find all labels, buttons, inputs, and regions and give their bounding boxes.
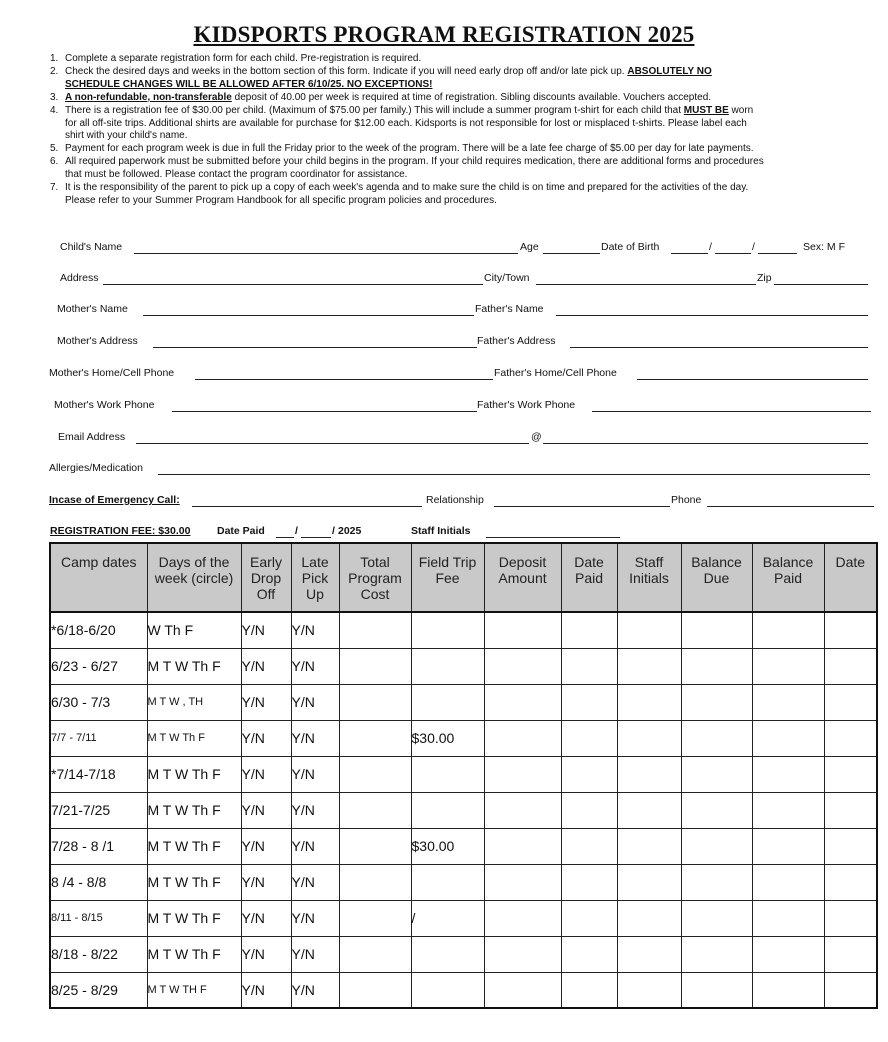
camp-dates-cell: 8/18 - 8/22 (50, 936, 147, 972)
late-pick-up-cell[interactable]: Y/N (291, 648, 339, 684)
days-of-week-cell[interactable]: M T W Th F (147, 864, 241, 900)
staff-initials-cell[interactable] (617, 648, 681, 684)
schedule-table (49, 542, 878, 1009)
address-row (0, 272, 888, 288)
birth-day-field[interactable] (715, 253, 751, 254)
fathers-name-field[interactable] (556, 315, 868, 316)
field-trip-fee-cell[interactable] (411, 936, 484, 972)
deposit-amount-cell[interactable] (484, 720, 561, 756)
date-paid-cell[interactable] (561, 792, 617, 828)
parents-name-row (0, 303, 888, 319)
fathers-work-label: Father's Work Phone (477, 399, 576, 411)
instruction-number: 1. (50, 53, 59, 64)
total-program-cost-cell[interactable] (339, 792, 411, 828)
instruction-text: Please refer to your Summer Program Handbook for all specific program policies and procedures. (65, 194, 497, 206)
birth-month-field[interactable] (671, 253, 708, 254)
mothers-name-label: Mother's Name (57, 303, 128, 315)
balance-paid-cell[interactable] (752, 864, 824, 900)
emergency-phone-field[interactable] (707, 506, 874, 507)
balance-paid-cell[interactable] (752, 972, 824, 1008)
field-trip-fee-cell[interactable]: $30.00 (411, 828, 484, 864)
table-row (50, 972, 877, 1008)
table-row (50, 900, 877, 936)
instruction-text: Check the desired days and weeks in the bottom section of this form. Indicate if you will need early drop off and/or late pick up. (65, 65, 628, 77)
balance-due-cell[interactable] (681, 864, 752, 900)
date-separator: / (752, 241, 755, 253)
early-drop-off-cell[interactable]: Y/N (241, 792, 291, 828)
staff-initials-cell[interactable] (617, 900, 681, 936)
staff-initials-cell[interactable] (617, 792, 681, 828)
instruction-item (50, 105, 880, 144)
relationship-field[interactable] (494, 506, 670, 507)
instruction-emphasis: ABSOLUTELY NO (627, 65, 712, 77)
early-drop-off-cell[interactable]: Y/N (241, 612, 291, 648)
deposit-amount-cell[interactable] (484, 936, 561, 972)
total-program-cost-cell[interactable] (339, 720, 411, 756)
date-separator: / (709, 241, 712, 253)
date-paid-cell[interactable] (561, 972, 617, 1008)
date-cell[interactable] (824, 720, 877, 756)
date-separator: / (295, 525, 298, 537)
column-header: Late Pick Up (291, 543, 339, 612)
mothers-address-label: Mother's Address (57, 335, 138, 347)
instruction-text: Complete a separate registration form for each child. Pre-registration is required. (65, 53, 422, 64)
date-cell[interactable] (824, 936, 877, 972)
parents-address-row (0, 335, 888, 351)
instruction-number: 6. (50, 156, 59, 168)
birth-year-field[interactable] (758, 253, 797, 254)
field-trip-fee-cell[interactable] (411, 648, 484, 684)
date-paid-cell[interactable] (561, 828, 617, 864)
table-row (50, 936, 877, 972)
date-cell[interactable] (824, 828, 877, 864)
email-domain-field[interactable] (543, 443, 868, 444)
field-trip-fee-cell[interactable] (411, 756, 484, 792)
column-header: Date Paid (561, 543, 617, 612)
total-program-cost-cell[interactable] (339, 612, 411, 648)
total-program-cost-cell[interactable] (339, 684, 411, 720)
balance-due-cell[interactable] (681, 756, 752, 792)
balance-due-cell[interactable] (681, 648, 752, 684)
mothers-home-cell-label: Mother's Home/Cell Phone (49, 367, 175, 379)
staff-initials-cell[interactable] (617, 756, 681, 792)
phone-label: Phone (671, 494, 702, 506)
deposit-amount-cell[interactable] (484, 828, 561, 864)
balance-due-cell[interactable] (681, 612, 752, 648)
child-info-row (0, 241, 888, 257)
mothers-name-field[interactable] (143, 315, 474, 316)
fathers-address-field[interactable] (570, 347, 868, 348)
date-paid-day-field[interactable] (301, 537, 331, 538)
deposit-amount-cell[interactable] (484, 972, 561, 1008)
camp-dates-cell: *7/14-7/18 (50, 756, 147, 792)
instruction-text: worn (728, 104, 754, 116)
table-row (50, 612, 877, 648)
instruction-text: All required paperwork must be submitted before your child begins in the program. If your child requires medication, there are additional forms and procedures (65, 156, 764, 168)
field-trip-fee-cell[interactable] (411, 864, 484, 900)
deposit-amount-cell[interactable] (484, 792, 561, 828)
schedule-table-body (50, 612, 877, 1008)
instruction-emphasis: MUST BE (683, 104, 729, 116)
address-label: Address (60, 272, 99, 284)
camp-dates-cell: 8/25 - 8/29 (50, 972, 147, 1008)
date-paid-cell[interactable] (561, 900, 617, 936)
balance-due-cell[interactable] (681, 684, 752, 720)
days-of-week-cell[interactable]: M T W Th F (147, 756, 241, 792)
balance-due-cell[interactable] (681, 720, 752, 756)
table-row (50, 648, 877, 684)
allergies-field[interactable] (158, 474, 870, 475)
emergency-label: Incase of Emergency Call: (49, 494, 180, 506)
column-header: Balance Paid (752, 543, 824, 612)
balance-paid-cell[interactable] (752, 648, 824, 684)
column-header: Total Program Cost (339, 543, 411, 612)
table-row (50, 828, 877, 864)
fathers-name-label: Father's Name (475, 303, 544, 315)
late-pick-up-cell[interactable]: Y/N (291, 756, 339, 792)
days-of-week-cell[interactable]: M T W TH F (147, 972, 241, 1008)
balance-paid-cell[interactable] (752, 684, 824, 720)
days-of-week-cell[interactable]: M T W , TH (147, 684, 241, 720)
camp-dates-cell: 6/30 - 7/3 (50, 684, 147, 720)
late-pick-up-cell[interactable]: Y/N (291, 720, 339, 756)
instruction-item (50, 66, 880, 92)
mothers-address-field[interactable] (153, 347, 477, 348)
email-user-field[interactable] (136, 443, 529, 444)
early-drop-off-cell[interactable]: Y/N (241, 756, 291, 792)
age-label: Age (520, 241, 539, 253)
early-drop-off-cell[interactable]: Y/N (241, 684, 291, 720)
camp-dates-cell: 7/21-7/25 (50, 792, 147, 828)
staff-initials-label: Staff Initials (411, 525, 471, 537)
email-label: Email Address (58, 431, 126, 443)
instruction-text: that must be followed. Please contact the program coordinator for assistance. (65, 169, 408, 181)
instruction-emphasis: SCHEDULE CHANGES WILL BE ALLOWED AFTER 6/10/25. NO EXCEPTIONS! (65, 78, 433, 90)
table-header-row (50, 543, 877, 612)
age-field[interactable] (543, 253, 600, 254)
home-phone-row (0, 367, 888, 383)
total-program-cost-cell[interactable] (339, 756, 411, 792)
total-program-cost-cell[interactable] (339, 936, 411, 972)
date-paid-cell[interactable] (561, 612, 617, 648)
balance-due-cell[interactable] (681, 936, 752, 972)
at-sign: @ (531, 431, 542, 443)
early-drop-off-cell[interactable]: Y/N (241, 648, 291, 684)
date-paid-cell[interactable] (561, 936, 617, 972)
sex-selector[interactable]: Sex: M F (803, 241, 846, 253)
date-separator: / (332, 525, 335, 537)
late-pick-up-cell[interactable]: Y/N (291, 792, 339, 828)
date-paid-month-field[interactable] (276, 537, 294, 538)
instruction-number: 2. (50, 65, 59, 77)
instruction-item (50, 156, 880, 182)
date-cell[interactable] (824, 972, 877, 1008)
allergies-row (0, 462, 888, 478)
late-pick-up-cell[interactable]: Y/N (291, 936, 339, 972)
early-drop-off-cell[interactable]: Y/N (241, 864, 291, 900)
email-row (0, 431, 888, 447)
table-row (50, 864, 877, 900)
staff-initials-cell[interactable] (617, 720, 681, 756)
date-paid-cell[interactable] (561, 720, 617, 756)
date-paid-cell[interactable] (561, 648, 617, 684)
allergies-label: Allergies/Medication (49, 462, 143, 474)
fathers-work-field[interactable] (592, 411, 871, 412)
total-program-cost-cell[interactable] (339, 864, 411, 900)
days-of-week-cell[interactable]: W Th F (147, 612, 241, 648)
days-of-week-cell[interactable]: M T W Th F (147, 828, 241, 864)
column-header: Deposit Amount (484, 543, 561, 612)
city-town-field[interactable] (536, 284, 756, 285)
date-cell[interactable] (824, 864, 877, 900)
instructions-list (50, 53, 880, 208)
early-drop-off-cell[interactable]: Y/N (241, 720, 291, 756)
emergency-contact-field[interactable] (192, 506, 422, 507)
column-header: Field Trip Fee (411, 543, 484, 612)
balance-paid-cell[interactable] (752, 720, 824, 756)
staff-initials-cell[interactable] (617, 972, 681, 1008)
address-field[interactable] (103, 284, 483, 285)
column-header: Staff Initials (617, 543, 681, 612)
staff-initials-cell[interactable] (617, 864, 681, 900)
late-pick-up-cell[interactable]: Y/N (291, 612, 339, 648)
deposit-amount-cell[interactable] (484, 756, 561, 792)
mothers-work-field[interactable] (172, 411, 477, 412)
date-cell[interactable] (824, 648, 877, 684)
column-header: Early Drop Off (241, 543, 291, 612)
fathers-home-cell-field[interactable] (637, 379, 868, 380)
fathers-address-label: Father's Address (477, 335, 556, 347)
early-drop-off-cell[interactable]: Y/N (241, 972, 291, 1008)
work-phone-row (0, 399, 888, 415)
instruction-item (50, 53, 880, 66)
date-of-birth-label: Date of Birth (601, 241, 660, 253)
balance-due-cell[interactable] (681, 792, 752, 828)
date-paid-year: 2025 (338, 525, 362, 537)
instruction-item (50, 92, 880, 105)
field-trip-fee-cell[interactable] (411, 972, 484, 1008)
camp-dates-cell: 7/7 - 7/11 (50, 720, 147, 756)
date-cell[interactable] (824, 756, 877, 792)
balance-due-cell[interactable] (681, 972, 752, 1008)
date-paid-cell[interactable] (561, 684, 617, 720)
camp-dates-cell: 7/28 - 8 /1 (50, 828, 147, 864)
deposit-amount-cell[interactable] (484, 684, 561, 720)
instruction-number: 7. (50, 182, 59, 194)
date-cell[interactable] (824, 612, 877, 648)
balance-paid-cell[interactable] (752, 828, 824, 864)
staff-initials-cell[interactable] (617, 612, 681, 648)
camp-dates-cell: *6/18-6/20 (50, 612, 147, 648)
late-pick-up-cell[interactable]: Y/N (291, 900, 339, 936)
date-cell[interactable] (824, 792, 877, 828)
instruction-text: for all off-site trips. Additional shirts are available for purchase for $12.00 each. Kidsports is not responsible for lost or misplaced t-shirts. Please label each (65, 117, 747, 129)
balance-paid-cell[interactable] (752, 612, 824, 648)
column-header: Camp dates (50, 543, 147, 612)
mothers-home-cell-field[interactable] (195, 379, 493, 380)
staff-initials-cell[interactable] (617, 828, 681, 864)
camp-dates-cell: 8 /4 - 8/8 (50, 864, 147, 900)
total-program-cost-cell[interactable] (339, 648, 411, 684)
days-of-week-cell[interactable]: M T W Th F (147, 720, 241, 756)
late-pick-up-cell[interactable]: Y/N (291, 828, 339, 864)
days-of-week-cell[interactable]: M T W Th F (147, 792, 241, 828)
days-of-week-cell[interactable]: M T W Th F (147, 900, 241, 936)
late-pick-up-cell[interactable]: Y/N (291, 972, 339, 1008)
field-trip-fee-cell[interactable] (411, 792, 484, 828)
instruction-text: Payment for each program week is due in full the Friday prior to the week of the program. There will be a late fee charge of $5.00 per day for late payments. (65, 143, 754, 155)
field-trip-fee-cell[interactable] (411, 612, 484, 648)
city-town-label: City/Town (484, 272, 530, 284)
early-drop-off-cell[interactable]: Y/N (241, 936, 291, 972)
deposit-amount-cell[interactable] (484, 864, 561, 900)
date-paid-cell[interactable] (561, 756, 617, 792)
balance-paid-cell[interactable] (752, 756, 824, 792)
early-drop-off-cell[interactable]: Y/N (241, 900, 291, 936)
field-trip-fee-cell[interactable] (411, 684, 484, 720)
table-row (50, 792, 877, 828)
early-drop-off-cell[interactable]: Y/N (241, 828, 291, 864)
days-of-week-cell[interactable]: M T W Th F (147, 648, 241, 684)
instruction-number: 4. (50, 104, 59, 116)
balance-paid-cell[interactable] (752, 900, 824, 936)
total-program-cost-cell[interactable] (339, 972, 411, 1008)
total-program-cost-cell[interactable] (339, 828, 411, 864)
relationship-label: Relationship (426, 494, 484, 506)
total-program-cost-cell[interactable] (339, 900, 411, 936)
deposit-amount-cell[interactable] (484, 900, 561, 936)
instruction-emphasis: A non-refundable, non-transferable (65, 91, 232, 103)
registration-fee-label: REGISTRATION FEE: $30.00 (50, 525, 191, 537)
column-header: Date (824, 543, 877, 612)
emergency-row (0, 494, 888, 510)
balance-paid-cell[interactable] (752, 792, 824, 828)
staff-initials-field[interactable] (486, 537, 620, 538)
balance-due-cell[interactable] (681, 900, 752, 936)
table-row (50, 720, 877, 756)
balance-due-cell[interactable] (681, 828, 752, 864)
column-header: Balance Due (681, 543, 752, 612)
table-row (50, 756, 877, 792)
field-trip-fee-cell[interactable]: / (411, 900, 484, 936)
mothers-work-label: Mother's Work Phone (54, 399, 155, 411)
table-row (50, 684, 877, 720)
staff-initials-cell[interactable] (617, 936, 681, 972)
instruction-text: It is the responsibility of the parent to pick up a copy of each week's agenda and to make sure the child is on time and prepared for the activities of the day. (65, 182, 749, 194)
zip-field[interactable] (774, 284, 868, 285)
camp-dates-cell: 8/11 - 8/15 (50, 900, 147, 936)
staff-initials-cell[interactable] (617, 684, 681, 720)
instruction-item (50, 182, 880, 208)
fathers-home-cell-label: Father's Home/Cell Phone (494, 367, 617, 379)
childs-name-label: Child's Name (60, 241, 123, 253)
instruction-text: deposit of 40.00 per week is required at time of registration. Sibling discounts available. Vouchers accepted. (231, 91, 712, 103)
days-of-week-cell[interactable]: M T W Th F (147, 936, 241, 972)
date-cell[interactable] (824, 900, 877, 936)
deposit-amount-cell[interactable] (484, 612, 561, 648)
form-title: KIDSPORTS PROGRAM REGISTRATION 2025 (193, 22, 695, 47)
field-trip-fee-cell[interactable]: $30.00 (411, 720, 484, 756)
deposit-amount-cell[interactable] (484, 648, 561, 684)
instruction-text: shirt with your child's name. (65, 130, 188, 142)
instruction-number: 5. (50, 143, 59, 155)
balance-paid-cell[interactable] (752, 936, 824, 972)
date-paid-cell[interactable] (561, 864, 617, 900)
zip-label: Zip (757, 272, 772, 284)
childs-name-field[interactable] (134, 253, 518, 254)
instruction-text: There is a registration fee of $30.00 per child. (Maximum of $75.00 per family.) This will include a summer program t-shirt for each child that (65, 104, 684, 116)
late-pick-up-cell[interactable]: Y/N (291, 864, 339, 900)
instruction-item (50, 143, 880, 156)
date-paid-label: Date Paid (217, 525, 265, 537)
late-pick-up-cell[interactable]: Y/N (291, 684, 339, 720)
column-header: Days of the week (circle) (147, 543, 241, 612)
camp-dates-cell: 6/23 - 6/27 (50, 648, 147, 684)
instruction-number: 3. (50, 91, 59, 103)
date-cell[interactable] (824, 684, 877, 720)
